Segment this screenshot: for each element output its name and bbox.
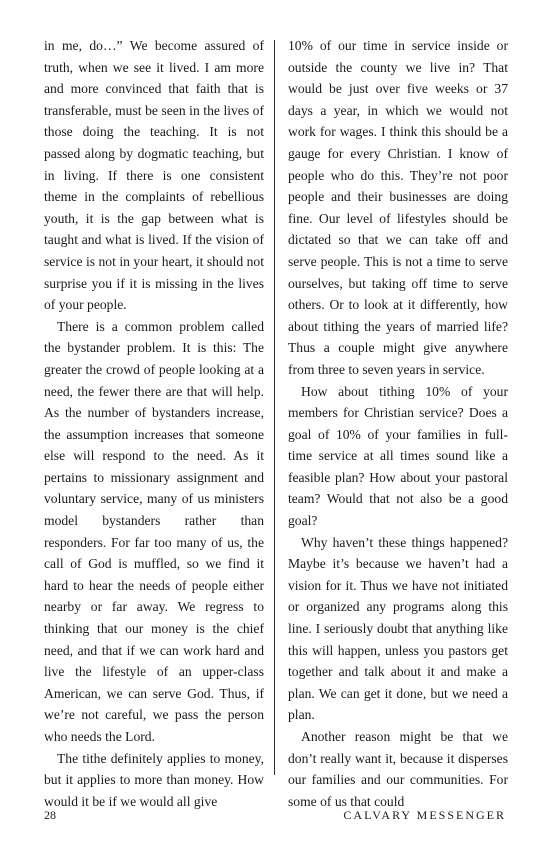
paragraph: Why haven’t these things happened? Maybe it’s because we haven’t had a vision for it. Thus we have not initiated or organized any programs along this line. I seriously doubt that anything like this will happen, unless you pastors get together and talk about it and make a plan. We can get it done, but we need a plan. (288, 534, 508, 723)
right-column (288, 35, 508, 812)
paragraph: Another reason might be that we don’t really want it, because it disperses our families and our communities. For some of us that could (288, 729, 508, 809)
publication-name: CALVARY MESSENGER (343, 808, 506, 822)
paragraph: The tithe definitely applies to money, but it applies to more than money. How would it be if we would all give (44, 750, 264, 809)
paragraph: 10% of our time in service inside or outside the county we live in? That would be just over five weeks or 37 days a year, in which we would not work for wages. I think this should be a gauge for every Christian. I know of people who do this. They’re not poor people and their businesses are doing fine. Our level of lifestyles should be dictated so that we can take off and serve people. This is not a time to serve ourselves, but taking off time to serve others. Or to look at it differently, how about tithing the years of married life? Thus a couple might give anywhere from three to seven years in service. (288, 38, 508, 377)
left-column (44, 35, 264, 812)
paragraph: in me, do…” We become assured of truth, when we see it lived. I am more and more convinced that faith that is transferable, must be seen in the lives of those doing the teaching. It is not passed along by dogmatic teaching, but in living. If there is one consistent theme in the complaints of rebellious youth, it is the gap between what is taught and what is lived. If the vision of service is not in your heart, it should not surprise you if it is missing in the lives of your people. (44, 38, 264, 313)
page-number: 28 (44, 808, 56, 822)
column-divider (274, 40, 275, 775)
paragraph: There is a common problem called the bystander problem. It is this: The greater the crowd of people looking at a need, the fewer there are that will help. As the number of bystanders increase, the assumption increases that someone else will respond to the need. As it pertains to missionary assignment and voluntary service, many of us ministers model bystanders rather than responders. For far too many of us, the call of God is muffled, so we find it hard to hear the needs of people either nearby or far away. We regress to thinking that our money is the chief need, and that if we can work hard and live the lifestyle of an upper-class American, we can serve God. Thus, if we’re not careful, we pass the person who needs the Lord. (44, 318, 264, 744)
paragraph: How about tithing 10% of your members for Christian service? Does a goal of 10% of your families in full-time service at all times sound like a feasible plan? How about your pastoral team? Would that not also be a good goal? (288, 383, 508, 529)
